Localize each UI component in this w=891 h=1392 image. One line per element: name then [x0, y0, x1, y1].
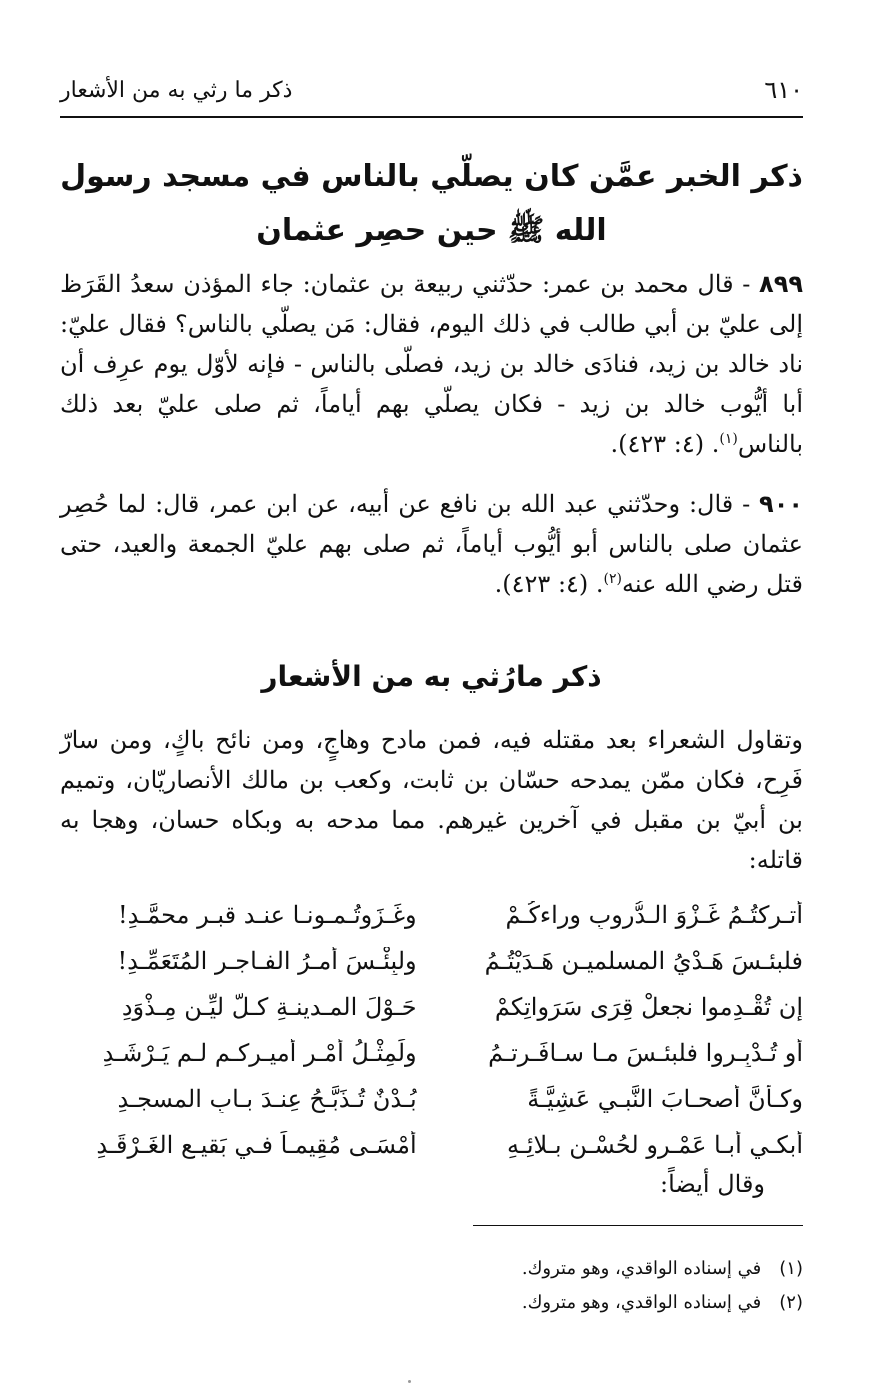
running-title: ذكر ما رثي به من الأشعار — [60, 78, 293, 103]
verse-second-hemistich: وغَـزَوتُـمـونـا عنـد قبـرِ محمَّـدِ! — [118, 901, 417, 929]
report-paragraph-899 — [60, 264, 803, 464]
report-text: - قال: وحدّثني عبد الله بن نافع عن أبيه، عن ابن عمر، قال: لما حُصِر عثمان صلى بالناس أبو أيُّوب أياماً، ثم صلى بهم عليّ الجمعة والعيد، حتى قتل رضي الله عنه — [60, 490, 803, 598]
also-said-line: وقال أيضاً: — [660, 1170, 765, 1198]
footnote-separator — [473, 1225, 803, 1226]
report-number: ٨٩٩ — [759, 270, 803, 298]
poem-verse — [60, 892, 803, 938]
poem — [60, 892, 803, 1168]
footnote-reference[interactable]: (٢) — [603, 571, 623, 587]
poem-verse — [60, 1122, 803, 1168]
footnote-mark: (٢) — [779, 1292, 803, 1313]
poem-verse — [60, 938, 803, 984]
source-citation: . (٤: ٤٢٣). — [494, 570, 604, 598]
verse-first-hemistich: أو تُـدْبِـروا فلبئـسَ مـا سـافَـرتـمُ — [488, 1039, 803, 1067]
verse-first-hemistich: أبكـي أبـا عَمْـرٍو لحُسْـنِ بـلائِـهِ — [506, 1131, 803, 1159]
report-number: ٩٠٠ — [759, 490, 803, 518]
verse-first-hemistich: أتـركتُـمُ غَـزْوَ الـدُّروبِ وراءكُـمْ — [505, 901, 803, 929]
page-number: ٦١٠ — [764, 76, 803, 104]
footnote-reference[interactable]: (١) — [719, 431, 738, 447]
intro-paragraph: وتقاول الشعراء بعد مقتله فيه، فمن مادح وهاجٍ، ومن نائح باكٍ، ومن سارّ فَرِح، فكان ممّن يمدحه حسّان بن ثابت، وكعب بن مالك الأنصاريّان، وتميم بن أبيّ بن مقبل في آخرين غيرهم. مما مدحه به وبكاه حسان، وهجا به قاتله: — [60, 726, 804, 874]
poem-verse — [60, 1076, 803, 1122]
poem-verse — [60, 1030, 803, 1076]
verse-second-hemistich: أمْسَـى مُقِيمـاً فـي بَقيـعِ الغَـرْقَـدِ — [96, 1131, 417, 1159]
running-header — [60, 72, 803, 118]
source-citation: . (٤: ٤٢٣). — [610, 430, 720, 458]
footnote — [300, 1286, 803, 1320]
verse-second-hemistich: ولَمِثْـلُ أمْـرِ أميـركـم لـم يَـرْشَـدِ — [102, 1039, 417, 1067]
verse-second-hemistich: حَـوْلَ المـدينـةِ كـلَّ ليِّـنٍ مِـذْوَدِ — [121, 993, 417, 1021]
footnote-text: في إسناده الواقدي، وهو متروك. — [521, 1258, 762, 1279]
verse-first-hemistich: وكـأنَّ أصحـابَ النَّبـي عَشِيَّـةً — [527, 1085, 803, 1113]
scan-speck — [408, 1380, 411, 1383]
verse-second-hemistich: ولبِئْـسَ أمـرُ الفـاجـرِ المُتَعَمِّـدِ! — [117, 947, 417, 975]
footnote-mark: (١) — [779, 1258, 803, 1279]
section-heading-elegies: ذكر مارُثي به من الأشعار — [261, 660, 602, 693]
verse-first-hemistich: إن تُقْـدِموا نجعلْ قِرَى سَرَواتِكمْ — [494, 993, 803, 1021]
report-paragraph-900 — [60, 484, 803, 604]
poem-verse — [60, 984, 803, 1030]
footnote-text: في إسناده الواقدي، وهو متروك. — [521, 1292, 762, 1313]
verse-second-hemistich: بُـدْنٌ تُـذَبَّـحُ عِنـدَ بـابِ المسجـدِ — [117, 1085, 417, 1113]
report-text: - قال محمد بن عمر: حدّثني ربيعة بن عثمان: جاء المؤذن سعدُ القَرَظ إلى عليّ بن أبي طالب في ذلك اليوم، فقال: مَن يصلّي بالناس؟ فقال عليّ: ناد خالد بن زيد، فنادَى خالد بن زيد، فصلّى بالناس - فإنه لأوّل يوم عرِف أن أبا أيُّوب خالد بن زيد - فكان يصلّي بهم أياماً، ثم صلى عليّ بعد ذلك بالناس — [60, 270, 804, 458]
section-heading-prayer-leader: ذكر الخبر عمَّن كان يصلّي بالناس في مسجد رسول الله ﷺ حين حصِر عثمان — [60, 159, 803, 248]
footnote — [300, 1252, 803, 1286]
verse-first-hemistich: فلبئـسَ هَـدْيُ المسلميـن هَـدَيْتُـمُ — [484, 947, 803, 975]
footnotes — [300, 1252, 803, 1320]
